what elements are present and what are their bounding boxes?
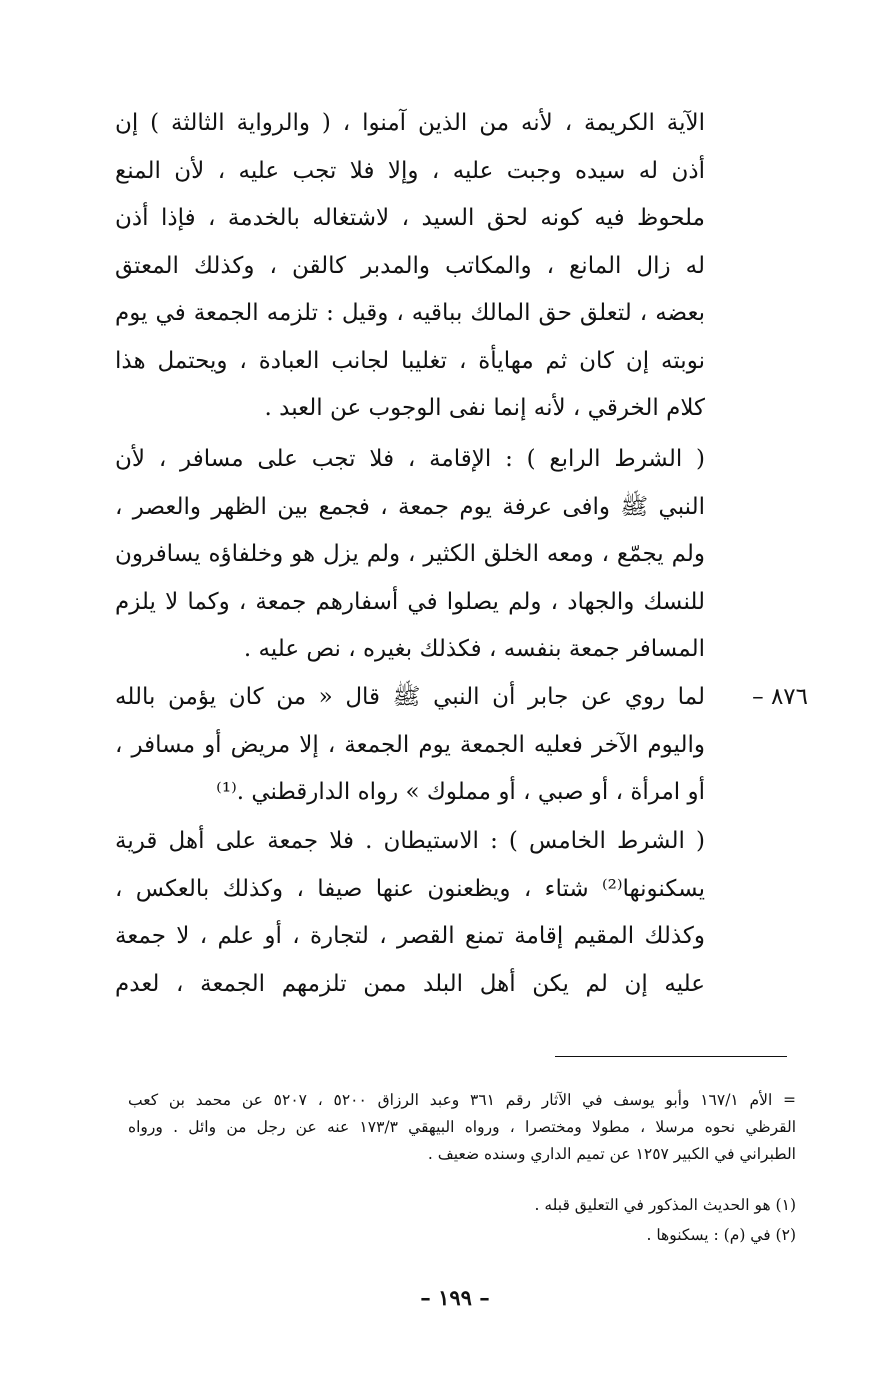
text-line: ولم يجمّع ، ومعه الخلق الكثير ، ولم يزل هو وخلفاؤه يسافرون	[115, 541, 705, 567]
text-line: بعضه ، لتعلق حق المالك بباقيه ، وقيل : تلزمه الجمعة في يوم	[115, 300, 705, 326]
text-line: أو امرأة ، أو صبي ، أو مملوك » رواه الدارقطني .⁽¹⁾	[216, 779, 705, 805]
paragraph-1	[115, 100, 705, 433]
text-line: عليه إن لم يكن أهل البلد ممن تلزمهم الجمعة ، لعدم	[115, 970, 705, 997]
text-line: وكذلك المقيم إقامة تمنع القصر ، لتجارة ، أو علم ، لا جمعة	[115, 923, 705, 949]
text-line: الآية الكريمة ، لأنه من الذين آمنوا ، ( والرواية الثالثة ) إن	[115, 110, 705, 136]
text-line: أذن له سيده وجبت عليه ، وإلا فلا تجب عليه ، لأن المنع	[115, 157, 705, 184]
hadith-text	[115, 674, 705, 817]
text-line: ( الشرط الرابع ) : الإقامة ، فلا تجب على مسافر ، لأن	[115, 446, 705, 472]
page-number: – ١٩٩ –	[420, 1285, 490, 1310]
text-line: ( الشرط الخامس ) : الاستيطان . فلا جمعة على أهل قرية	[115, 828, 705, 854]
text-line: المسافر جمعة بنفسه ، فكذلك بغيره ، نص عليه .	[243, 636, 705, 662]
text-line: نوبته إن كان ثم مهايأة ، تغليبا لجانب العبادة ، ويحتمل هذا	[115, 347, 705, 374]
footnote-1: (١) هو الحديث المذكور في التعليق قبله .	[534, 1196, 796, 1214]
text-line: له زال المانع ، والمكاتب والمدبر كالقن ، وكذلك المعتق	[115, 252, 705, 279]
text-line: كلام الخرقي ، لأنه إنما نفى الوجوب عن العبد .	[264, 395, 705, 421]
text-line: يسكنونها⁽²⁾ شتاء ، ويظعنون عنها صيفا ، وكذلك بالعكس ،	[115, 875, 705, 902]
text-line: لما روي عن جابر أن النبي ﷺ قال « من كان يؤمن بالله	[115, 684, 705, 710]
footnote-separator	[555, 1056, 787, 1057]
text-line: للنسك والجهاد ، ولم يصلوا في أسفارهم جمعة ، وكما لا يلزم	[115, 588, 705, 615]
hadith-number: ٨٧٦ –	[752, 684, 808, 710]
text-line: النبي ﷺ وافى عرفة يوم جمعة ، فجمع بين الظهر والعصر ،	[115, 493, 705, 520]
text-line: ملحوظ فيه كونه لحق السيد ، لاشتغاله بالخدمة ، فإذا أذن	[115, 205, 705, 231]
footnote-line: = الأم ١٦٧/١ وأبو يوسف في الآثار رقم ٣٦١ وعبد الرزاق ٥٢٠٠ ، ٥٢٠٧ عن محمد بن كعب	[128, 1091, 796, 1109]
paragraph-2	[115, 436, 705, 674]
footnote-line: الطبراني في الكبير ١٢٥٧ عن تميم الداري وسنده ضعيف .	[427, 1145, 796, 1163]
footnote-2: (٢) في (م) : يسكنوها .	[646, 1226, 796, 1244]
footnote-line: القرظي نحوه مرسلا ، مطولا ومختصرا ، ورواه البيهقي ١٧٣/٣ عنه عن رجل من وائل . ورواه	[128, 1118, 796, 1136]
text-line: واليوم الآخر فعليه الجمعة يوم الجمعة ، إلا مريض أو مسافر ،	[115, 731, 705, 758]
paragraph-4	[115, 818, 705, 1008]
footnote-continuation	[128, 1087, 796, 1168]
